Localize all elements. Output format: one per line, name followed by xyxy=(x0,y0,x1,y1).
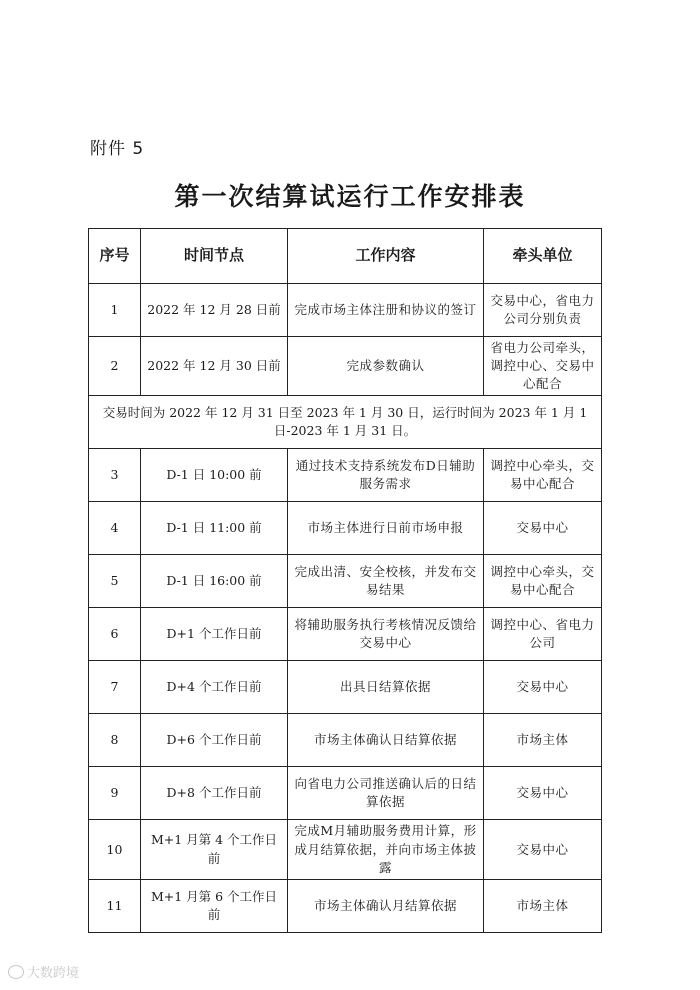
watermark-logo-icon xyxy=(8,965,24,979)
row-time: M+1 月第 4 个工作日前 xyxy=(141,820,288,879)
row-time: D+6 个工作日前 xyxy=(141,714,288,767)
row-content: 向省电力公司推送确认后的日结算依据 xyxy=(288,767,484,820)
row-lead: 交易中心 xyxy=(484,661,602,714)
watermark xyxy=(8,962,79,981)
row-time: D-1 日 10:00 前 xyxy=(141,449,288,502)
row-time: 2022 年 12 月 30 日前 xyxy=(141,337,288,396)
table-row xyxy=(89,767,602,820)
note-row xyxy=(89,396,602,449)
row-lead: 市场主体 xyxy=(484,714,602,767)
row-index: 4 xyxy=(89,502,141,555)
row-content: 市场主体确认月结算依据 xyxy=(288,879,484,932)
row-lead: 省电力公司牵头，调控中心、交易中心配合 xyxy=(484,337,602,396)
row-index: 1 xyxy=(89,284,141,337)
row-time: M+1 月第 6 个工作日前 xyxy=(141,879,288,932)
row-content: 完成参数确认 xyxy=(288,337,484,396)
row-content: 完成出清、安全校核，并发布交易结果 xyxy=(288,555,484,608)
table-row xyxy=(89,449,602,502)
schedule-table xyxy=(88,228,602,933)
row-content: 完成市场主体注册和协议的签订 xyxy=(288,284,484,337)
row-content: 市场主体确认日结算依据 xyxy=(288,714,484,767)
row-content: 出具日结算依据 xyxy=(288,661,484,714)
row-lead: 市场主体 xyxy=(484,879,602,932)
row-index: 8 xyxy=(89,714,141,767)
row-time: D-1 日 11:00 前 xyxy=(141,502,288,555)
row-time: D+1 个工作日前 xyxy=(141,608,288,661)
row-lead: 交易中心 xyxy=(484,502,602,555)
table-row xyxy=(89,284,602,337)
watermark-text: 大数跨境 xyxy=(27,966,80,981)
table-row xyxy=(89,879,602,932)
table-row xyxy=(89,820,602,879)
period-note: 交易时间为 2022 年 12 月 31 日至 2023 年 1 月 30 日，运行时间为 2023 年 1 月 1 日-2023 年 1 月 31 日。 xyxy=(89,396,602,449)
row-time: D-1 日 16:00 前 xyxy=(141,555,288,608)
row-index: 6 xyxy=(89,608,141,661)
attachment-label: 附件 5 xyxy=(90,139,145,159)
row-lead: 调控中心牵头，交易中心配合 xyxy=(484,449,602,502)
row-time: 2022 年 12 月 28 日前 xyxy=(141,284,288,337)
row-lead: 调控中心、省电力公司 xyxy=(484,608,602,661)
table-row xyxy=(89,714,602,767)
row-time: D+8 个工作日前 xyxy=(141,767,288,820)
row-lead: 交易中心，省电力公司分别负责 xyxy=(484,284,602,337)
row-index: 10 xyxy=(89,820,141,879)
table-header-row xyxy=(89,229,602,284)
header-time: 时间节点 xyxy=(141,229,288,284)
row-index: 5 xyxy=(89,555,141,608)
row-lead: 调控中心牵头，交易中心配合 xyxy=(484,555,602,608)
row-index: 9 xyxy=(89,767,141,820)
row-content: 市场主体进行日前市场申报 xyxy=(288,502,484,555)
table-row xyxy=(89,555,602,608)
row-content: 完成M月辅助服务费用计算，形成月结算依据，并向市场主体披露 xyxy=(288,820,484,879)
row-content: 将辅助服务执行考核情况反馈给交易中心 xyxy=(288,608,484,661)
table-row xyxy=(89,661,602,714)
row-time: D+4 个工作日前 xyxy=(141,661,288,714)
header-index: 序号 xyxy=(89,229,141,284)
row-lead: 交易中心 xyxy=(484,767,602,820)
header-content: 工作内容 xyxy=(288,229,484,284)
row-lead: 交易中心 xyxy=(484,820,602,879)
table-row xyxy=(89,502,602,555)
table-row xyxy=(89,337,602,396)
table-row xyxy=(89,608,602,661)
row-index: 7 xyxy=(89,661,141,714)
row-index: 11 xyxy=(89,879,141,932)
row-content: 通过技术支持系统发布D日辅助服务需求 xyxy=(288,449,484,502)
document-title: 第一次结算试运行工作安排表 xyxy=(174,182,526,211)
row-index: 3 xyxy=(89,449,141,502)
row-index: 2 xyxy=(89,337,141,396)
header-lead: 牵头单位 xyxy=(484,229,602,284)
